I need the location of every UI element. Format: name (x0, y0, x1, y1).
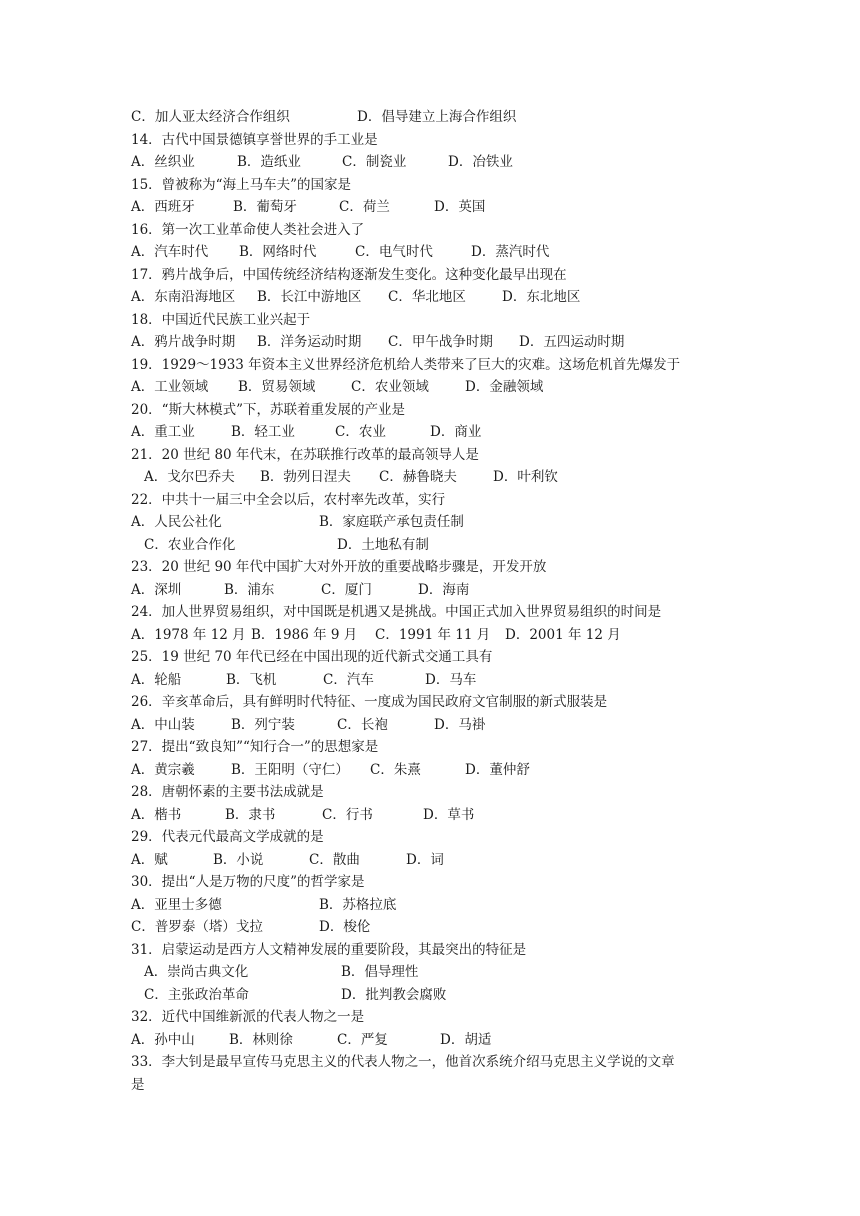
answer-option: C．农业领域 (351, 379, 429, 395)
answer-option: B．林则徐 (229, 1031, 293, 1048)
option-row (131, 466, 741, 489)
answer-option: A．亚里士多德 (131, 896, 222, 913)
option-row (131, 624, 741, 647)
question-stem: 17．鸦片战争后，中国传统经济结构逐渐发生变化。这种变化最早出现在 (131, 266, 567, 283)
answer-option: C．赫鲁晓夫 (379, 469, 457, 485)
question-stem: 15．曾被称为“海上马车夫”的国家是 (131, 176, 351, 193)
option-row (131, 894, 741, 917)
question-stem: 是 (131, 1076, 145, 1093)
option-row (131, 331, 741, 354)
answer-option: D．词 (406, 851, 444, 868)
answer-option: A．西班牙 (131, 199, 195, 215)
question-stem: 31．启蒙运动是西方人文精神发展的重要阶段，其最突出的特征是 (131, 941, 527, 958)
answer-option: D．倡导建立上海合作组织 (357, 109, 517, 125)
answer-option: C．朱熹 (370, 761, 421, 778)
answer-option: C．甲午战争时期 (388, 334, 493, 350)
answer-option: A．重工业 (131, 424, 195, 440)
answer-option: A．汽车时代 (131, 244, 209, 260)
question-stem: 19．1929～1933 年资本主义世界经济危机给人类带来了巨大的灾难。这场危机首先爆发于 (131, 356, 681, 373)
option-row (131, 916, 741, 939)
answer-option: A．赋 (131, 851, 168, 868)
question-stem: 22．中共十一届三中全会以后，农村率先改革，实行 (131, 491, 446, 508)
answer-option: B．飞机 (226, 671, 277, 688)
answer-option: B．小说 (213, 851, 264, 868)
answer-option: B．网络时代 (239, 244, 317, 260)
answer-option: C．长袍 (337, 716, 388, 733)
question-stem: 33．李大钊是最早宣传马克思主义的代表人物之一，他首次系统介绍马克思主义学说的文章 (131, 1054, 675, 1070)
answer-option: B．轻工业 (231, 424, 295, 440)
answer-option: C．农业 (335, 424, 386, 440)
answer-option: D．五四运动时期 (519, 334, 625, 350)
option-row (131, 714, 741, 737)
answer-option: B．贸易领域 (238, 379, 316, 395)
option-row (131, 196, 741, 219)
answer-option: B．浦东 (224, 581, 275, 598)
option-row (131, 106, 741, 129)
answer-option: D．批判教会腐败 (341, 986, 447, 1003)
answer-option: C．荷兰 (339, 199, 390, 215)
answer-option: B．王阳明（守仁） (231, 761, 349, 778)
answer-option: D．2001 年 12 月 (505, 626, 621, 643)
answer-option: D．叶利钦 (493, 469, 558, 485)
answer-option: C．严复 (337, 1031, 388, 1048)
answer-option: D．蒸汽时代 (471, 244, 550, 260)
answer-option: C．1991 年 11 月 (375, 626, 491, 643)
option-row (131, 669, 741, 692)
answer-option: D．马褂 (434, 716, 486, 733)
answer-option: B．1986 年 9 月 (251, 626, 358, 643)
answer-option: B．长江中游地区 (257, 289, 362, 305)
answer-option: B．列宁装 (231, 716, 295, 733)
question-stem: 16．第一次工业革命使人类社会进入了 (131, 221, 365, 238)
option-row (131, 984, 741, 1007)
option-row (131, 241, 741, 264)
question-stem: 32．近代中国维新派的代表人物之一是 (131, 1009, 365, 1025)
answer-option: D．冶铁业 (448, 154, 513, 170)
answer-option: A．鸦片战争时期 (131, 334, 236, 350)
answer-option: B．洋务运动时期 (257, 334, 362, 350)
answer-option: B．倡导理性 (341, 964, 419, 980)
answer-option: D．马车 (425, 671, 477, 688)
answer-option: C．加人亚太经济合作组织 (131, 109, 290, 125)
option-row (131, 511, 741, 534)
answer-option: D．金融领域 (465, 379, 544, 395)
answer-option: C．电气时代 (355, 244, 433, 260)
answer-option: C．散曲 (309, 851, 360, 868)
question-stem: 14．古代中国景德镇享誉世界的手工业是 (131, 131, 378, 148)
option-row (131, 579, 741, 602)
answer-option: A．东南沿海地区 (131, 289, 236, 305)
answer-option: B．隶书 (225, 806, 276, 823)
option-row (131, 376, 741, 399)
question-stem: 28．唐朝怀素的主要书法成就是 (131, 784, 324, 800)
answer-option: A．深圳 (131, 581, 182, 598)
option-row (131, 961, 741, 984)
answer-option: D．梭伦 (319, 919, 371, 935)
answer-option: A．戈尔巴乔夫 (144, 469, 235, 485)
option-row (131, 759, 741, 782)
question-stem: 21．20 世纪 80 年代末，在苏联推行改革的最高领导人是 (131, 446, 479, 463)
question-stem: 27．提出“致良知”“知行合一”的思想家是 (131, 739, 379, 755)
answer-option: D．董仲舒 (465, 761, 530, 778)
question-stem: 30．提出“人是万物的尺度”的哲学家是 (131, 874, 365, 890)
answer-option: D．商业 (430, 424, 482, 440)
option-row (131, 849, 741, 872)
option-row (131, 421, 741, 444)
answer-option: B．家庭联产承包责任制 (319, 514, 464, 530)
answer-option: C．制瓷业 (342, 154, 407, 170)
option-row (131, 804, 741, 827)
answer-option: A．人民公社化 (131, 514, 222, 530)
question-stem: 23．20 世纪 90 年代中国扩大对外开放的重要战略步骤是，开发开放 (131, 559, 547, 575)
option-row (131, 1029, 741, 1052)
answer-option: C．农业合作化 (144, 536, 236, 553)
answer-option: B．苏格拉底 (319, 896, 397, 913)
answer-option: A．工业领域 (131, 379, 209, 395)
answer-option: D．英国 (434, 199, 486, 215)
question-stem: 29．代表元代最高文学成就的是 (131, 829, 324, 845)
option-row (131, 286, 741, 309)
question-stem: 18．中国近代民族工业兴起于 (131, 311, 311, 328)
answer-option: D．胡适 (440, 1031, 492, 1048)
question-stem: 26．辛亥革命后，具有鲜明时代特征、一度成为国民政府文官制服的新式服装是 (131, 694, 608, 710)
answer-option: A．楷书 (131, 806, 182, 823)
answer-option: B．造纸业 (237, 154, 301, 170)
question-list (131, 106, 741, 1096)
answer-option: C．行书 (322, 806, 373, 823)
answer-option: D．草书 (423, 806, 475, 823)
question-stem: 25．19 世纪 70 年代已经在中国出现的近代新式交通工具有 (131, 649, 493, 665)
answer-option: A．黄宗羲 (131, 761, 195, 778)
answer-option: D．东北地区 (502, 289, 581, 305)
question-stem: 20．“斯大林模式”下，苏联着重发展的产业是 (131, 401, 405, 418)
answer-option: C．普罗泰（塔）戈拉 (131, 919, 263, 935)
option-row (131, 151, 741, 174)
answer-option: A．丝织业 (131, 154, 195, 170)
answer-option: C．主张政治革命 (144, 986, 249, 1003)
answer-option: B．葡萄牙 (233, 199, 297, 215)
answer-option: D．海南 (418, 581, 470, 598)
answer-option: D．土地私有制 (337, 536, 429, 553)
answer-option: C．汽车 (323, 671, 374, 688)
answer-option: A．孙中山 (131, 1031, 195, 1048)
answer-option: A．崇尚古典文化 (144, 964, 249, 980)
option-row (131, 534, 741, 557)
answer-option: A．1978 年 12 月 (131, 626, 246, 643)
answer-option: A．轮船 (131, 671, 182, 688)
answer-option: B．勃列日涅夫 (260, 469, 351, 485)
answer-option: C．华北地区 (388, 289, 466, 305)
answer-option: A．中山装 (131, 716, 195, 733)
answer-option: C．厦门 (321, 581, 372, 598)
question-stem: 24．加人世界贸易组织，对中国既是机遇又是挑战。中国正式加入世界贸易组织的时间是 (131, 604, 662, 620)
